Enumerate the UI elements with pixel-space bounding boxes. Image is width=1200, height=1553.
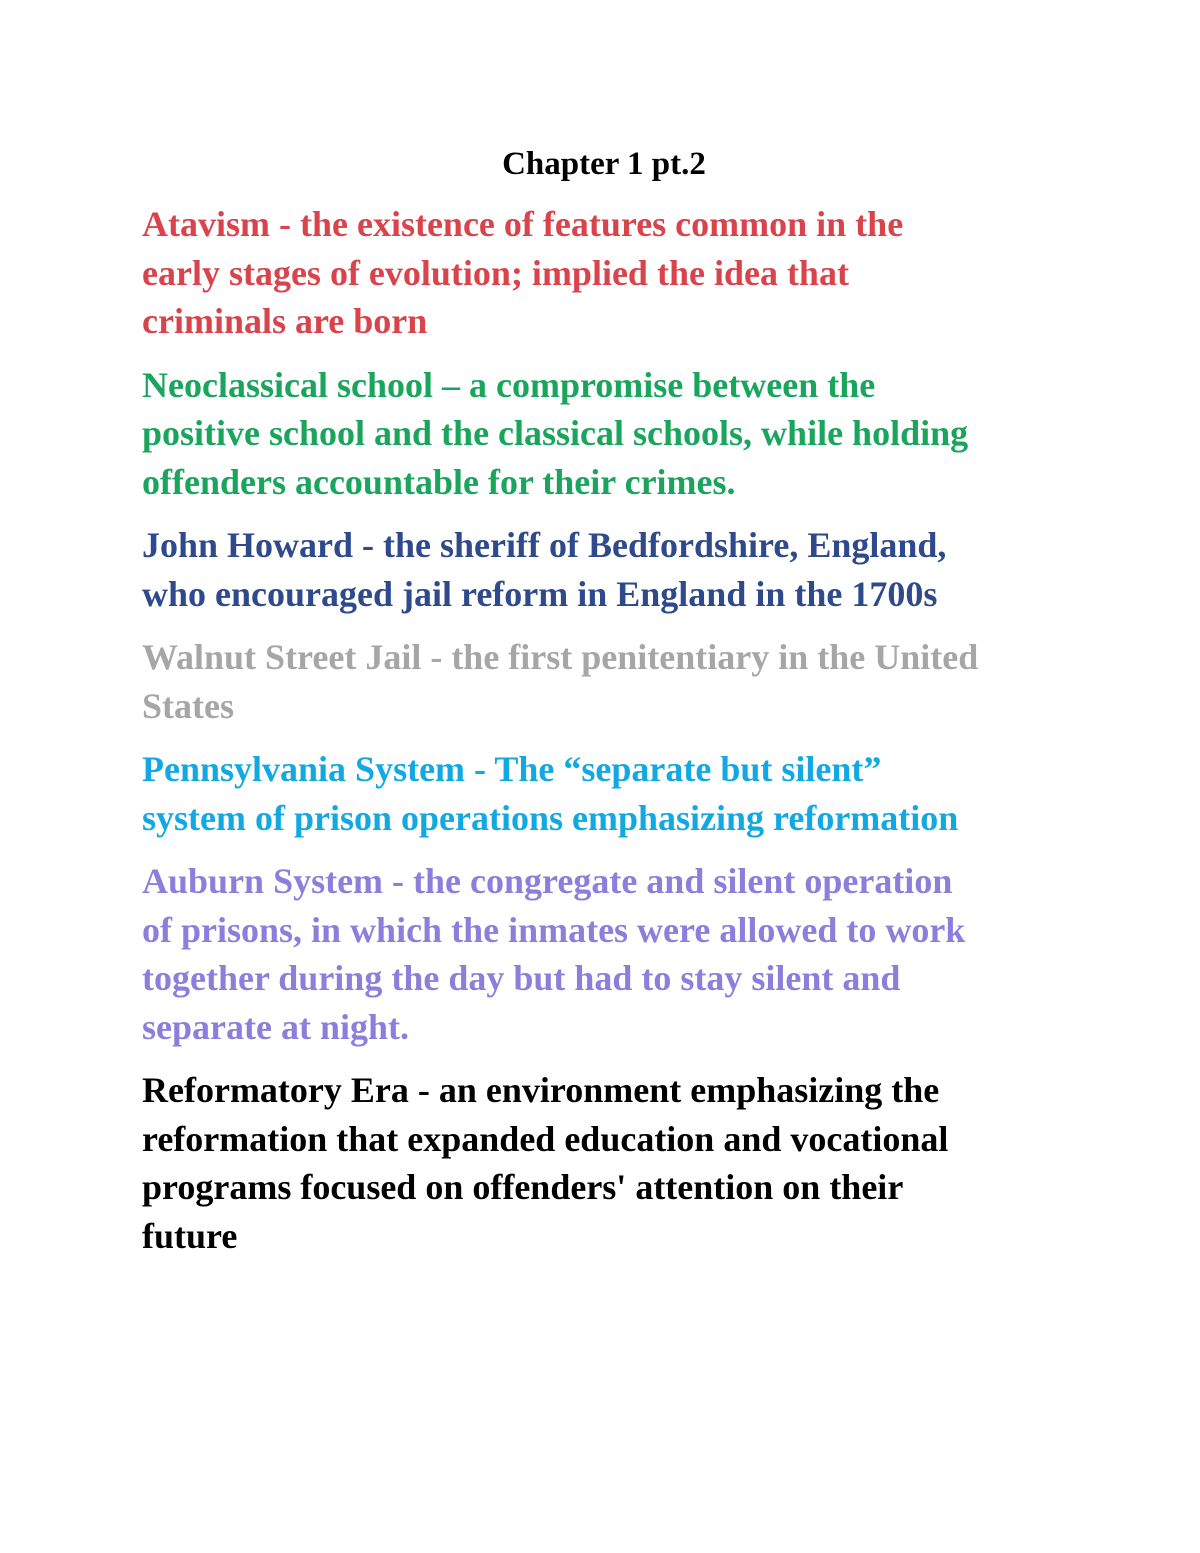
definition-walnut-street-jail: Walnut Street Jail - the first penitentiary in the United States — [142, 637, 979, 726]
definitions-list — [142, 200, 1102, 1275]
definition-pennsylvania-system: Pennsylvania System - The “separate but silent” system of prison operations emphasizing reformation — [142, 749, 959, 838]
definition-john-howard: John Howard - the sheriff of Bedfordshire, England, who encouraged jail reform in England in the 1700s — [142, 525, 947, 614]
definition-auburn-system: Auburn System - the congregate and silent operation of prisons, in which the inmates were allowed to work together during the day but had to stay silent and separate at night. — [142, 861, 966, 1047]
definition-neoclassical-school: Neoclassical school – a compromise between the positive school and the classical schools, while holding offenders accountable for their crimes. — [142, 364, 969, 502]
definition-reformatory-era: Reformatory Era - an environment emphasizing the reformation that expanded education and vocational programs focused on offenders' attention on their future — [142, 1070, 949, 1256]
definition-atavism: Atavism - the existence of features common in the early stages of evolution; implied the idea that criminals are born — [142, 204, 904, 341]
page-title: Chapter 1 pt.2 — [502, 146, 706, 182]
